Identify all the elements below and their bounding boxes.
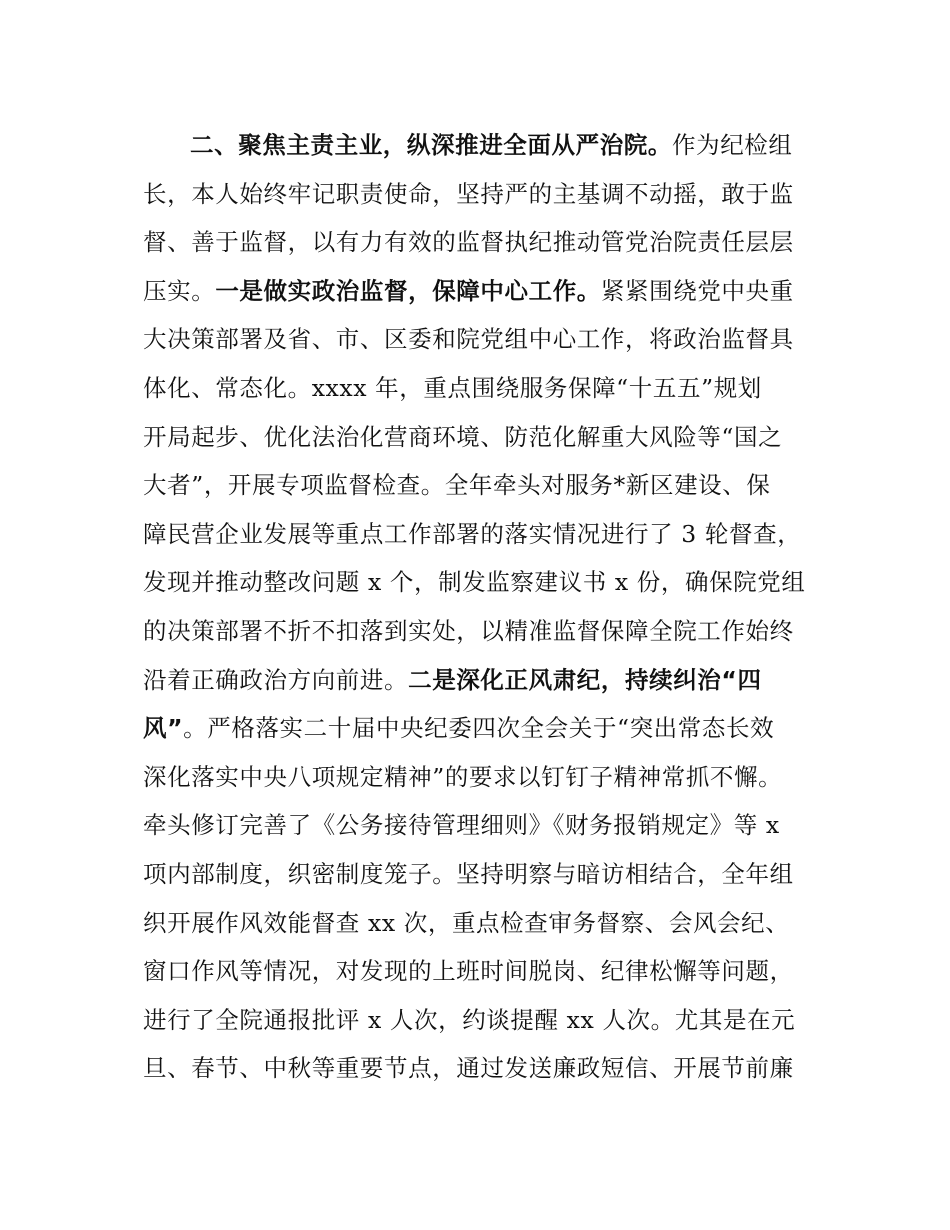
body-text: 旦、春节、中秋等重要节点，通过发送廉政短信、开展节前廉	[143, 1054, 794, 1083]
body-text: 压实。	[143, 276, 216, 305]
body-text: 织开展作风效能督查 xx 次，重点检查审务督察、会风会纪、	[143, 908, 790, 937]
text-line	[143, 1005, 823, 1035]
body-text: 进行了全院通报批评 x 人次，约谈提醒 xx 人次。尤其是在元	[143, 1005, 796, 1034]
body-text: 大决策部署及省、市、区委和院党组中心工作，将政治监督具	[143, 325, 794, 354]
text-line	[143, 227, 823, 257]
body-text: 。严格落实二十届中央纪委四次全会关于“突出常态长效	[183, 714, 775, 743]
text-line	[143, 276, 823, 306]
text-line	[143, 762, 823, 792]
body-text: 窗口作风等情况，对发现的上班时间脱岗、纪律松懈等问题，	[143, 957, 794, 986]
body-text: 深化落实中央八项规定精神”的要求以钉钉子精神常抓不懈。	[143, 762, 783, 791]
body-text: 沿着正确政治方向前进。	[143, 665, 409, 694]
body-text: 发现并推动整改问题 x 个，制发监察建议书 x 份，确保院党组	[143, 568, 806, 597]
text-line	[143, 422, 823, 452]
body-text: 督、善于监督，以有力有效的监督执纪推动管党治院责任层层	[143, 228, 794, 257]
body-text: 的决策部署不折不扣落到实处，以精准监督保障全院工作始终	[143, 617, 794, 645]
text-line	[143, 373, 823, 403]
text-line	[143, 324, 823, 354]
body-text: 障民营企业发展等重点工作部署的落实情况进行了 3 轮督查，	[143, 519, 802, 548]
text-line	[143, 810, 823, 840]
body-text: 紧紧围绕党中央重	[600, 276, 794, 305]
bold-heading-text: 二、聚焦主责主业，纵深推进全面从严治院。	[190, 131, 672, 159]
text-line	[143, 179, 823, 209]
body-text: 开局起步、优化法治化营商环境、防范化解重大风险等“国之	[143, 422, 783, 451]
text-line	[143, 956, 823, 986]
bold-heading-text: 风”	[143, 714, 184, 743]
body-text: 长，本人始终牢记职责使命，坚持严的主基调不动摇，敢于监	[143, 179, 794, 208]
text-line	[143, 859, 823, 889]
body-text: 作为纪检组	[672, 131, 793, 159]
bold-heading-text: 一是做实政治监督，保障中心工作。	[215, 276, 601, 305]
bold-heading-text: 二是深化正风肃纪，持续纠治“四	[408, 665, 762, 694]
text-line	[143, 713, 823, 743]
text-line	[143, 908, 823, 938]
text-line	[143, 665, 823, 695]
body-text: 大者”，开展专项监督检查。全年牵头对服务*新区建设、保	[143, 471, 771, 500]
body-text: 牵头修订完善了《公务接待管理细则》《财务报销规定》等 x	[143, 811, 780, 840]
text-line	[190, 130, 823, 160]
text-line	[143, 1053, 823, 1083]
body-text: 体化、常态化。xxxx 年，重点围绕服务保障“十五五”规划	[143, 374, 762, 402]
text-line	[143, 519, 823, 549]
text-line	[143, 470, 823, 500]
body-text: 项内部制度，织密制度笼子。坚持明察与暗访相结合，全年组	[143, 860, 794, 888]
text-line	[143, 567, 823, 597]
text-line	[143, 616, 823, 646]
